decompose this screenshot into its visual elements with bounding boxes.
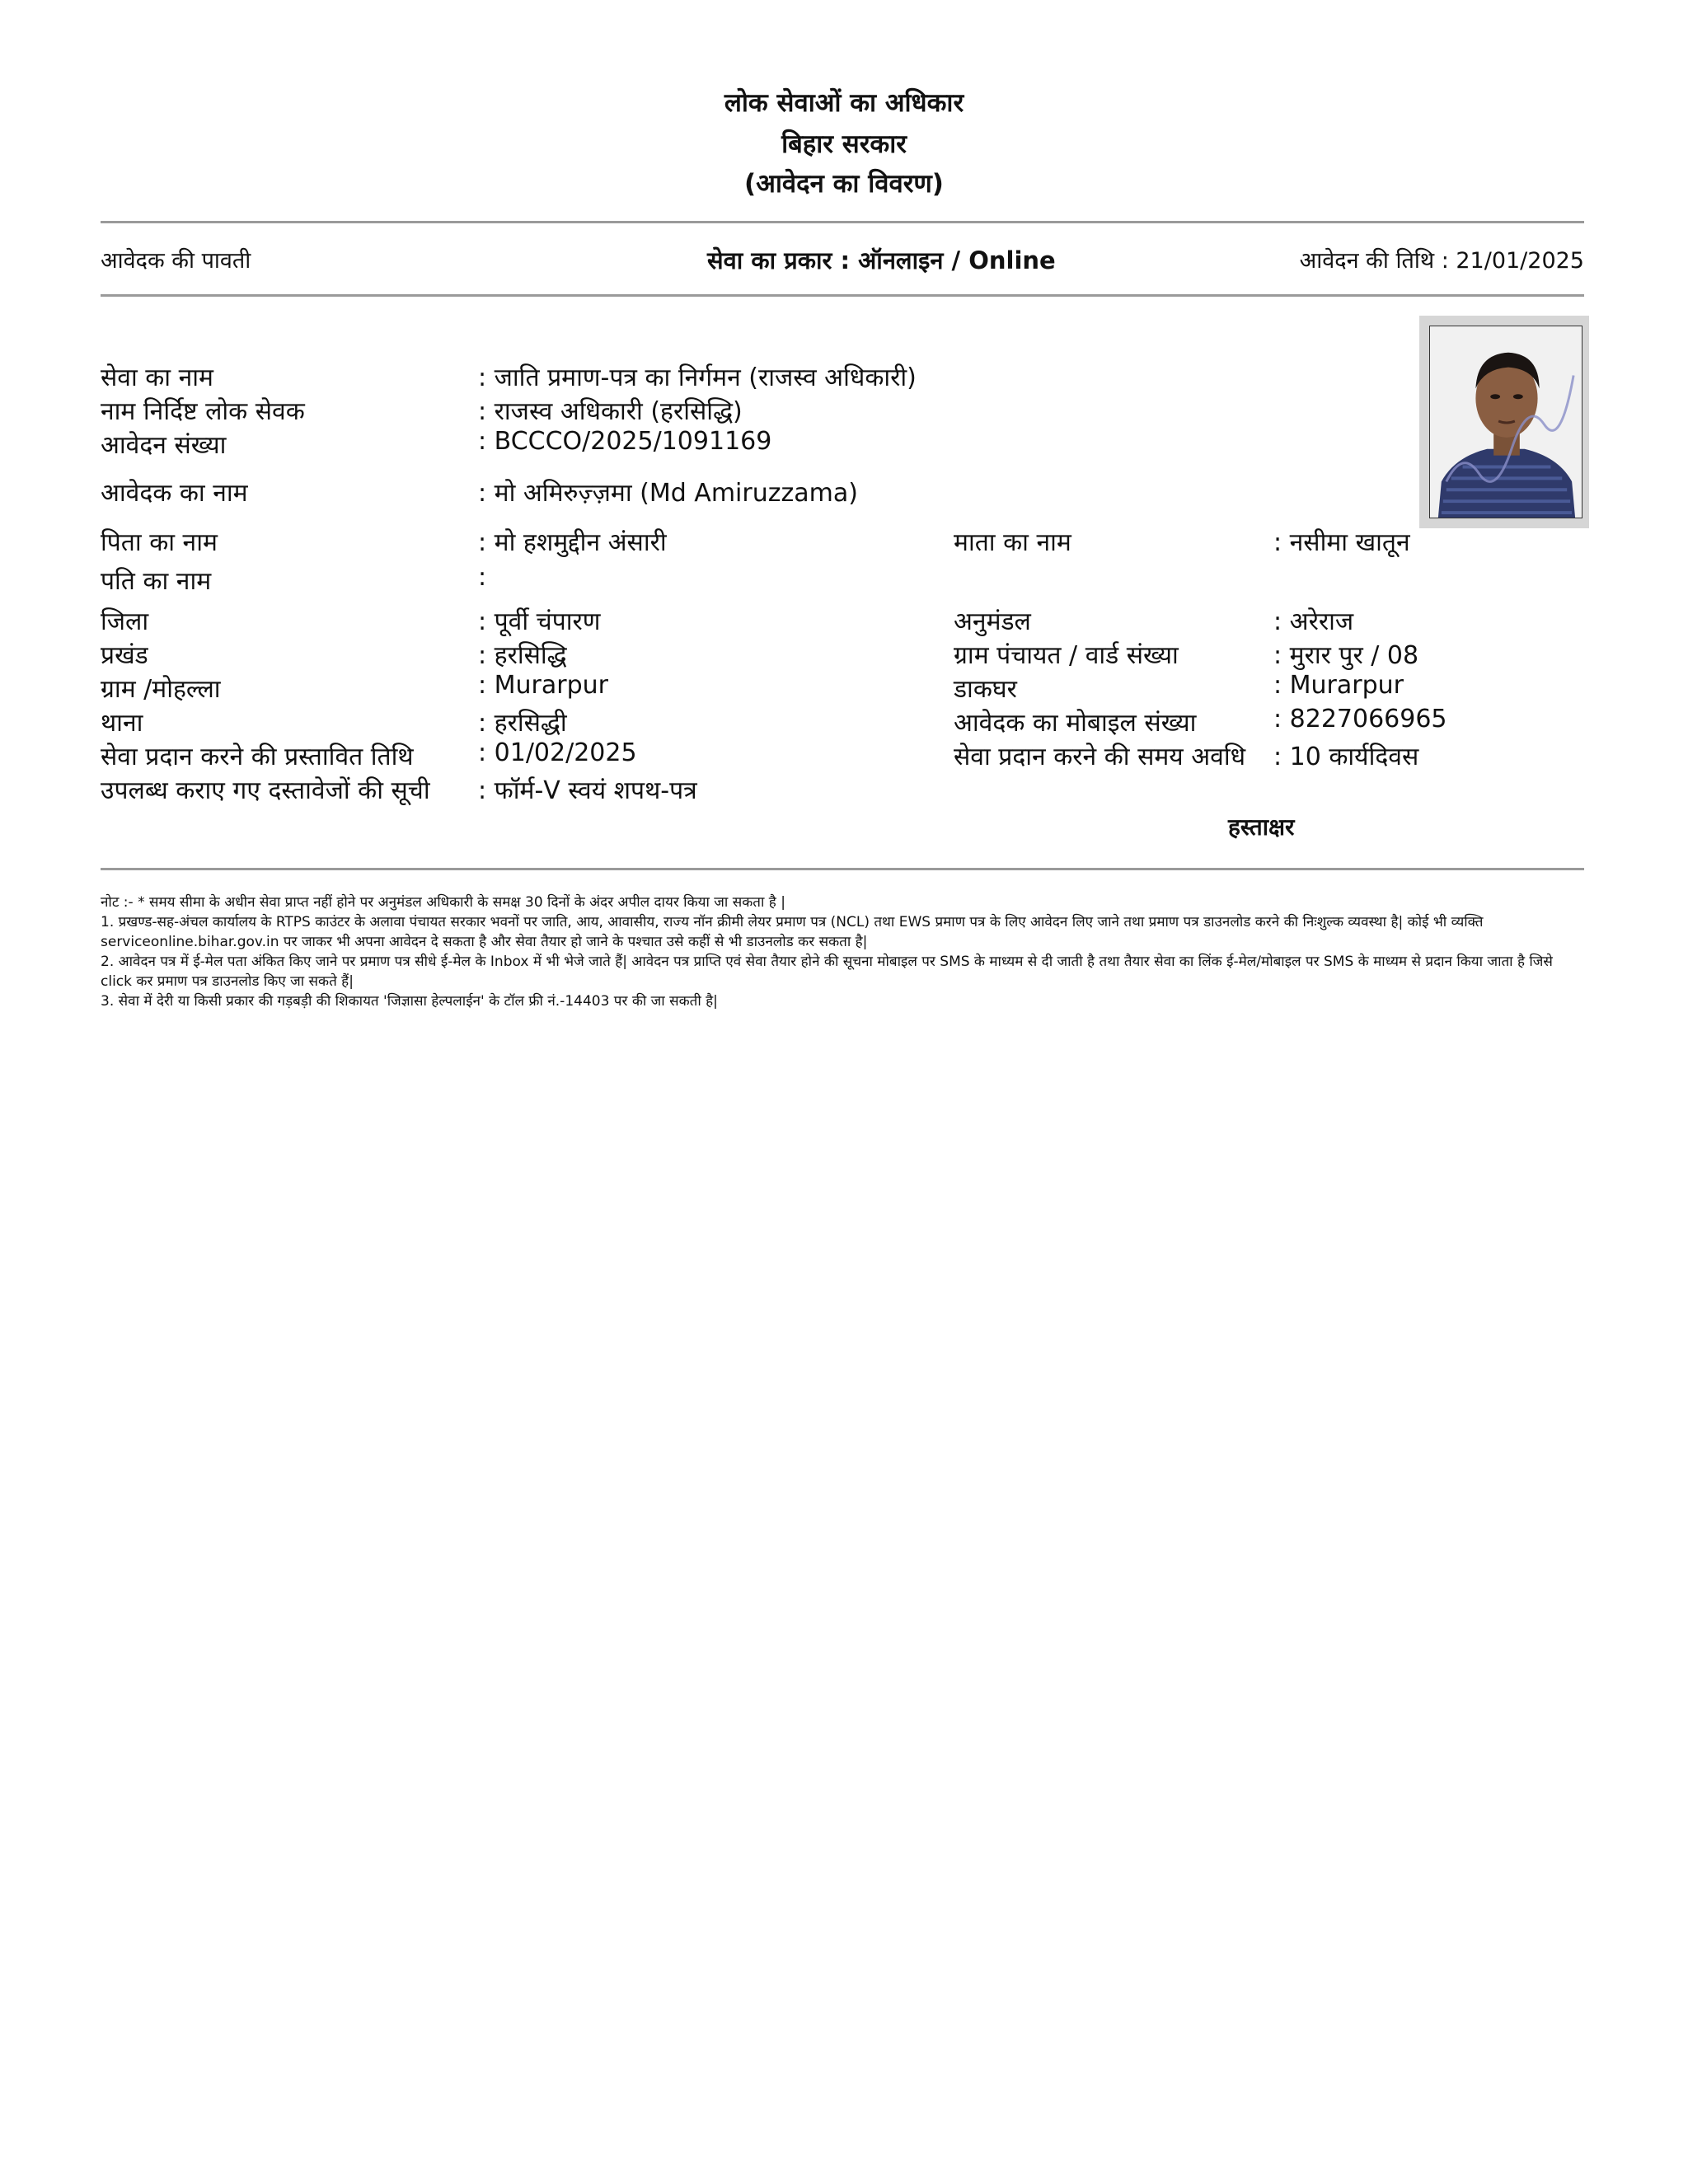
field-value-mother-name: : नसीमा खातून	[1273, 528, 1410, 557]
field-value-subdivision: : अरेराज	[1273, 607, 1354, 636]
field-value-applicant-name: : मो अमिरुज़्ज़मा (Md Amiruzzama)	[478, 479, 858, 508]
header-line-1: लोक सेवाओं का अधिकार	[724, 88, 964, 118]
application-date: आवेदन की तिथि : 21/01/2025	[1299, 248, 1584, 274]
field-label-mobile: आवेदक का मोबाइल संख्या	[954, 709, 1197, 738]
receipt-label: आवेदक की पावती	[101, 248, 251, 274]
person-photo-icon	[1430, 326, 1582, 518]
notes-section	[101, 893, 1584, 1011]
field-label-applicant-name: आवेदक का नाम	[101, 479, 248, 508]
field-label-subdivision: अनुमंडल	[954, 607, 1031, 636]
field-value-husband-name: :	[478, 563, 487, 592]
service-type: सेवा का प्रकार : ऑनलाइन / Online	[707, 246, 1056, 274]
field-label-documents: उपलब्ध कराए गए दस्तावेजों की सूची	[101, 776, 430, 805]
field-value-documents: : फॉर्म-V स्वयं शपथ-पत्र	[478, 776, 697, 805]
applicant-photo	[1419, 316, 1589, 528]
field-value-village: : Murarpur	[478, 671, 608, 700]
note-line: click कर प्रमाण पत्र डाउनलोड किए जा सकते हैं|	[101, 973, 354, 990]
divider-middle	[101, 294, 1584, 297]
field-value-mobile: : 8227066965	[1273, 705, 1447, 733]
field-label-panchayat-ward: ग्राम पंचायत / वार्ड संख्या	[954, 641, 1179, 670]
field-value-panchayat-ward: : मुरार पुर / 08	[1273, 641, 1419, 670]
field-value-service-duration: : 10 कार्यदिवस	[1273, 743, 1419, 771]
header-line-2: बिहार सरकार	[781, 129, 907, 159]
field-label-mother-name: माता का नाम	[954, 528, 1071, 557]
field-value-application-number: : BCCCO/2025/1091169	[478, 427, 772, 456]
field-value-proposed-date: : 01/02/2025	[478, 738, 637, 767]
field-value-block: : हरसिद्धि	[478, 641, 567, 670]
field-label-service-duration: सेवा प्रदान करने की समय अवधि	[954, 743, 1246, 771]
note-line: 3. सेवा में देरी या किसी प्रकार की गड़बड़ी की शिकायत 'जिज्ञासा हेल्पलाईन' के टॉल फ्री नं.-14403 पर की जा सकती है|	[101, 993, 718, 1010]
field-label-father-name: पिता का नाम	[101, 528, 218, 557]
field-label-police-station: थाना	[101, 709, 143, 738]
field-label-village: ग्राम /मोहल्ला	[101, 675, 221, 704]
field-value-father-name: : मो हशमुद्दीन अंसारी	[478, 528, 667, 557]
field-label-service-name: सेवा का नाम	[101, 363, 213, 392]
field-label-public-servant: नाम निर्दिष्ट लोक सेवक	[101, 397, 305, 426]
field-label-husband-name: पति का नाम	[101, 567, 212, 596]
field-label-proposed-date: सेवा प्रदान करने की प्रस्तावित तिथि	[101, 743, 414, 771]
field-value-district: : पूर्वी चंपारण	[478, 607, 601, 636]
note-line: serviceonline.bihar.gov.in पर जाकर भी अपना आवेदन दे सकता है और सेवा तैयार हो जाने के पश्चात उसे कहीं से भी डाउनलोड कर सकता है|	[101, 934, 868, 950]
field-value-police-station: : हरसिद्धी	[478, 709, 567, 738]
note-line: 1. प्रखण्ड-सह-अंचल कार्यालय के RTPS काउंटर के अलावा पंचायत सरकार भवनों पर जाति, आय, आवासीय, राज्य नॉन क्रीमी लेयर प्रमाण पत्र (NCL) तथा EWS प्रमाण पत्र के लिए आवेदन लिए जाने तथा प्रमाण पत्र डाउनलोड करने की निःशुल्क व्यवस्था है| कोई भी व्यक्ति	[101, 914, 1484, 930]
field-label-post-office: डाकघर	[954, 675, 1017, 704]
header-line-3: (आवेदन का विवरण)	[744, 169, 944, 199]
field-label-district: जिला	[101, 607, 149, 636]
divider-top	[101, 221, 1584, 223]
field-label-application-number: आवेदन संख्या	[101, 431, 227, 460]
field-value-public-servant: : राजस्व अधिकारी (हरसिद्धि)	[478, 397, 743, 426]
divider-bottom	[101, 868, 1584, 870]
field-value-service-name: : जाति प्रमाण-पत्र का निर्गमन (राजस्व अधिकारी)	[478, 363, 917, 392]
note-line: 2. आवेदन पत्र में ई-मेल पता अंकित किए जाने पर प्रमाण पत्र सीधे ई-मेल के Inbox में भी भेजे जाते हैं| आवेदन पत्र प्राप्ति एवं सेवा तैयार होने की सूचना मोबाइल पर SMS के माध्यम से दी जाती है तथा तैयार सेवा का लिंक ई-मेल/मोबाइल पर SMS के माध्यम से प्रदान किया जाता है जिसे	[101, 954, 1553, 970]
field-label-block: प्रखंड	[101, 641, 148, 670]
field-value-post-office: : Murarpur	[1273, 671, 1404, 700]
note-line: नोट :- * समय सीमा के अधीन सेवा प्राप्त नहीं होने पर अनुमंडल अधिकारी के समक्ष 30 दिनों के अंदर अपील दायर किया जा सकता है |	[101, 894, 785, 911]
signature-label: हस्ताक्षर	[1228, 813, 1295, 841]
